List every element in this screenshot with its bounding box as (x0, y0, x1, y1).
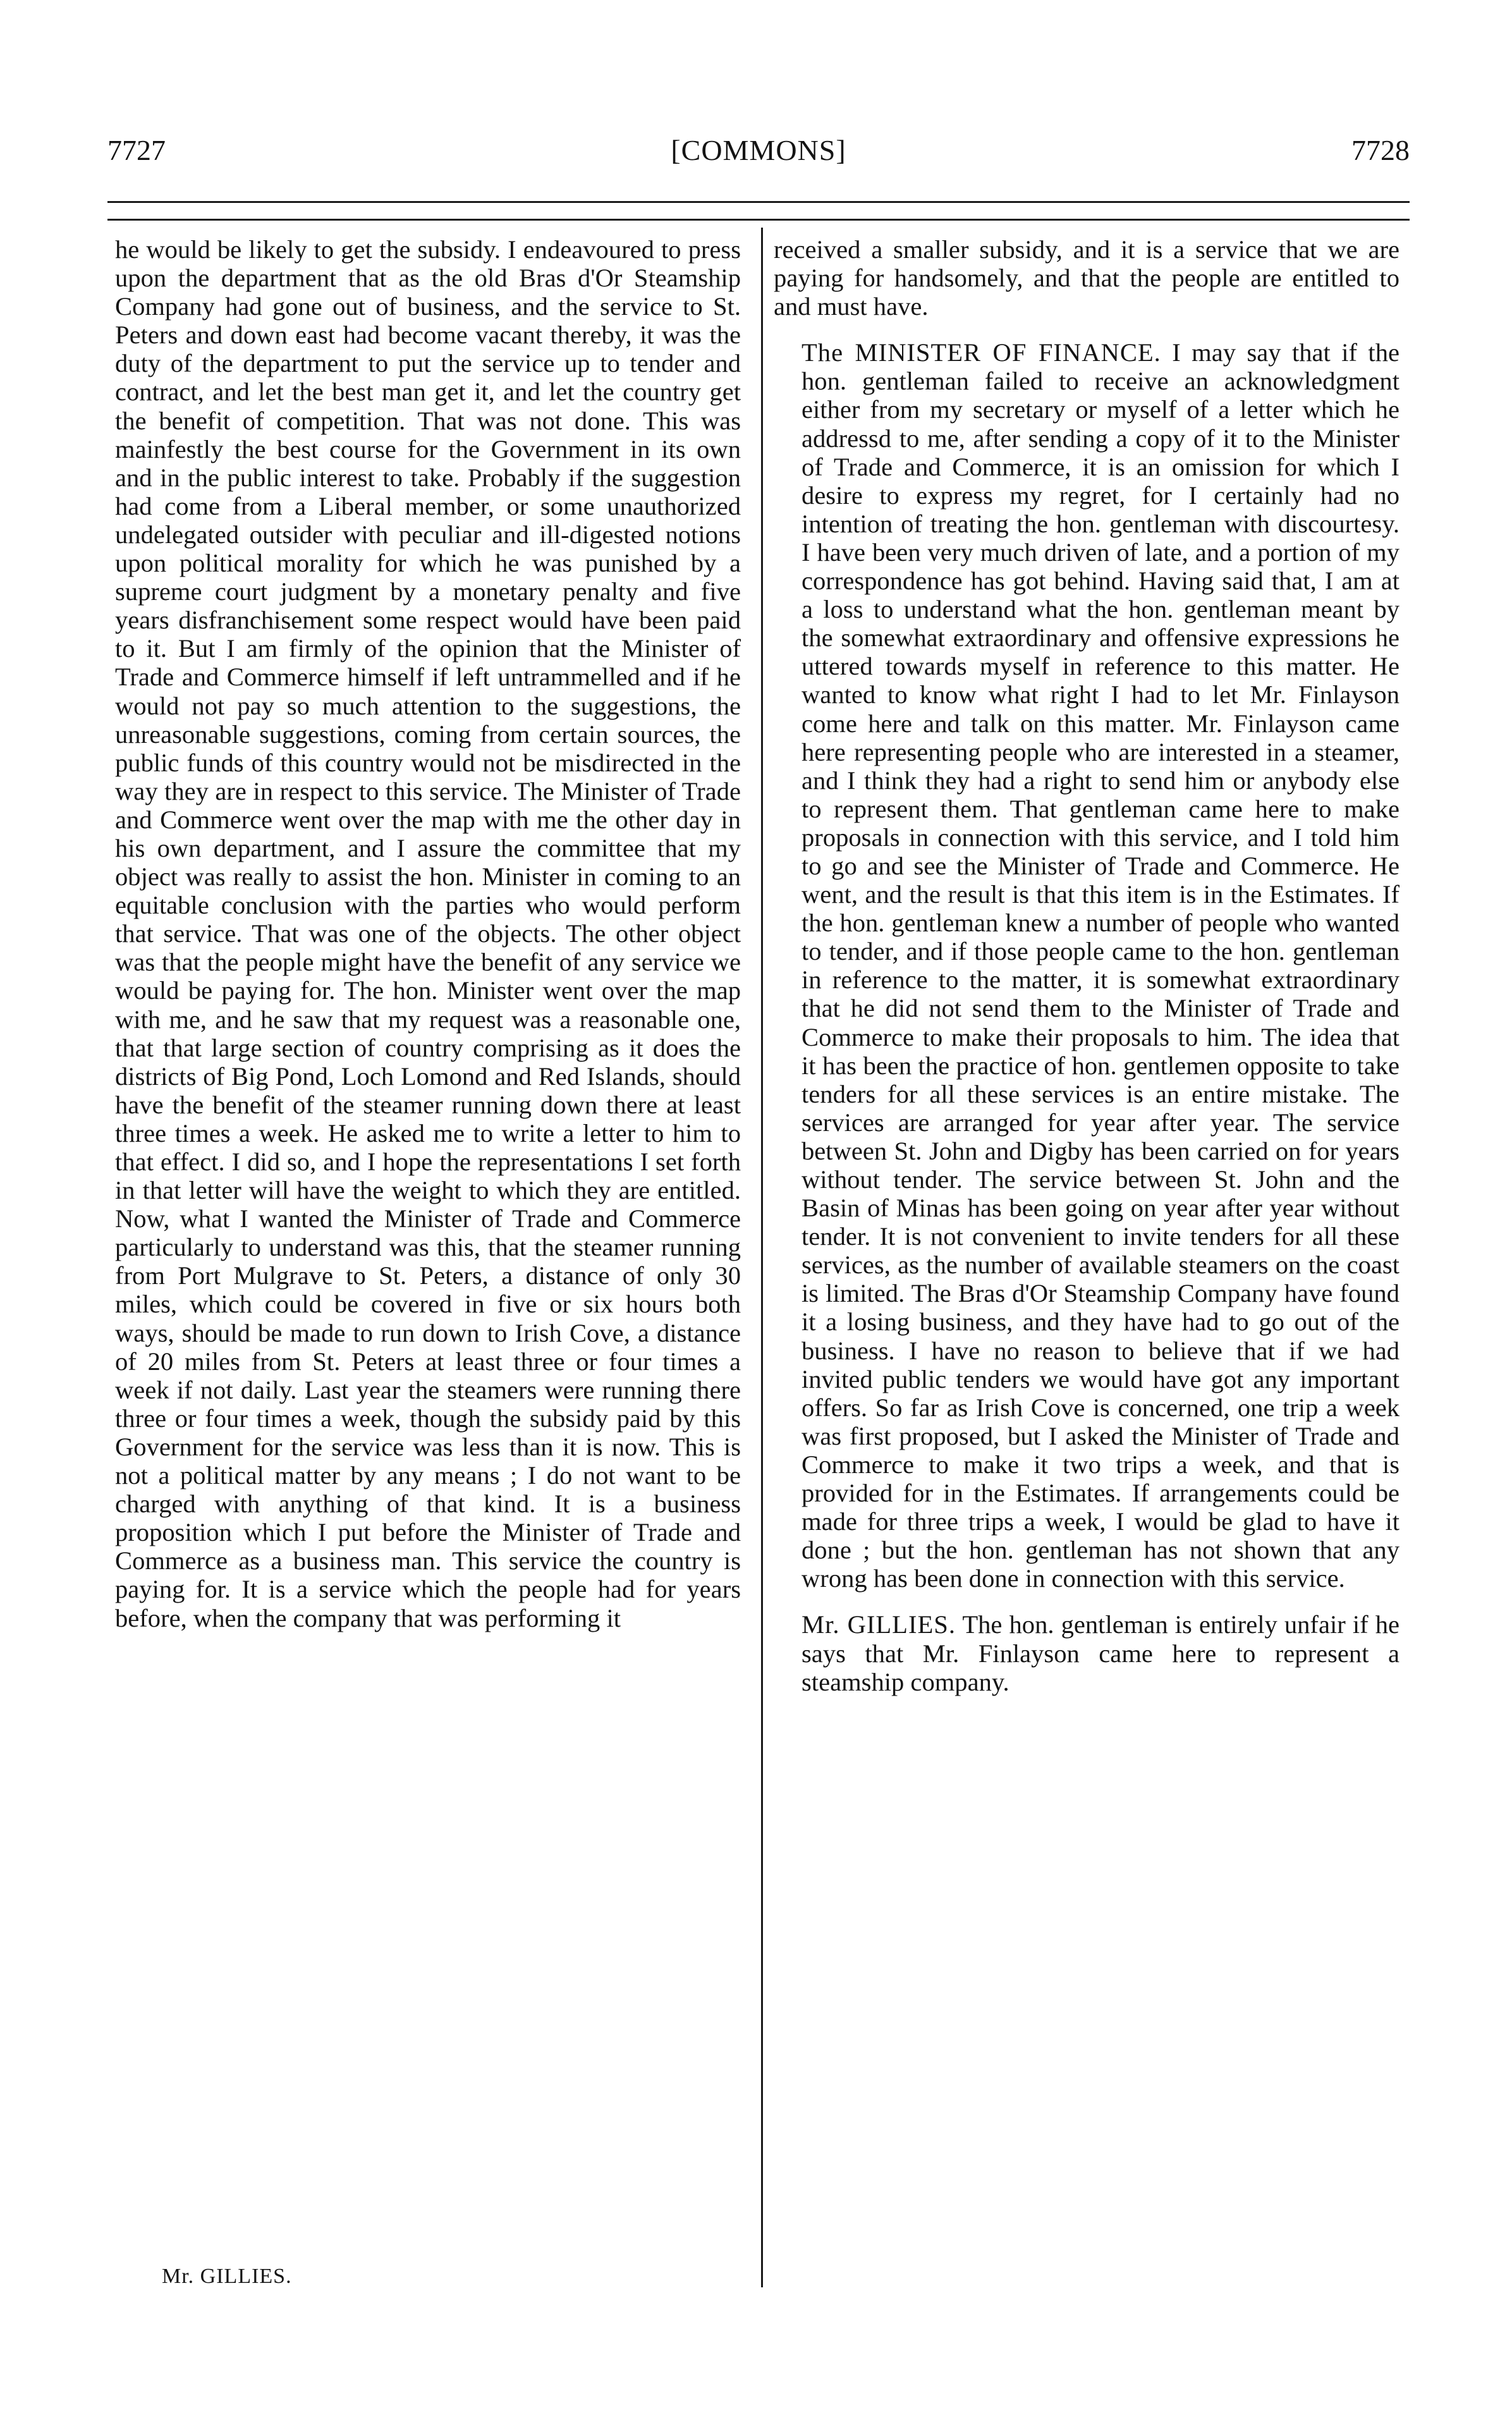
page-number-left: 7727 (107, 134, 166, 166)
left-paragraph: he would be likely to get the subsidy. I endeavoured to press upon the department that as the old Bras d'Or Steamship Company had gone out of business, and the service to St. Peters and down east had become vacant thereby, it was the duty of the department to put the service up to tender and contract, and let the best man get it, and let the country get the benefit of competition. That was not done. This was mainfestly the best course for the Government in its own and in the public interest to take. Probably if the suggestion had come from a Liberal member, or some unauthorized undelegated outsider with peculiar and ill-digested notions upon political morality for which he was punished by a supreme court judgment by a monetary penalty and five years disfranchisement some respect would have been paid to it. But I am firmly of the opinion that the Minister of Trade and Commerce himself if left untrammelled and if he would not pay so much attention to the suggestions, the unreasonable suggestions, coming from certain sources, the public funds of this country would not be misdirected in the way they are in respect to this service. The Minister of Trade and Commerce went over the map with me the other day in his own department, and I assure the committee that my object was really to assist the hon. Minister in coming to an equitable conclusion with the parties who would perform that service. That was one of the objects. The other object was that the people might have the benefit of any service we would be paying for. The hon. Minister went over the map with me, and he saw that my request was a reasonable one, that that large section of country comprising as it does the districts of Big Pond, Loch Lomond and Red Islands, should have the benefit of the steamer running down there at least three times a week. He asked me to write a letter to him to that effect. I did so, and I hope the representations I set forth in that letter will have the weight to which they are entitled. Now, what I wanted the Minister of Trade and Commerce particularly to understand was this, that the steamer running from Port Mulgrave to St. Peters, a distance of only 30 miles, which could be covered in five or six hours both ways, should be made to run down to Irish Cove, a distance of 20 miles from St. Peters at least three or four times a week if not daily. Last year the steamers were running there three or four times a week, though the subsidy paid by this Government for the service was less than it is now. This is not a political matter by any means ; I do not want to be charged with anything of that kind. It is a business proposition which I put before the Minister of Trade and Commerce as a business man. This service the country is paying for. It is a service which the people had for years before, when the company that was performing it (115, 235, 741, 1632)
section-title: [COMMONS] (671, 134, 846, 166)
speech-mr-gillies (774, 1610, 1399, 1696)
speaker-name: The MINISTER OF FINANCE. (802, 338, 1161, 367)
speech-text: The hon. gentleman is entirely unfair if he says that Mr. Finlayson came here to represent a steamship company. (802, 1610, 1399, 1696)
left-column (115, 235, 741, 1632)
speaker-name: Mr. GILLIES. (802, 1610, 956, 1639)
speech-text: I may say that if the hon. gentleman failed to receive an acknowledgment either from my secretary or myself of a letter which he addressd to me, after sending a copy of it to the Minister of Trade and Commerce, it is an omission for which I desire to express my regret, for I certainly had no intention of treating the hon. gentleman with discourtesy. I have been very much driven of late, and a portion of my correspondence has got behind. Having said that, I am at a loss to understand what the hon. gentleman meant by the somewhat extraordinary and offensive expressions he uttered towards myself in reference to this matter. He wanted to know what right I had to let Mr. Finlayson come here and talk on this matter. Mr. Finlayson came here representing people who are interested in a steamer, and I think they had a right to send him or anybody else to represent them. That gentleman came here to make proposals in connection with this service, and I told him to go and see the Minister of Trade and Commerce. He went, and the result is that this item is in the Estimates. If the hon. gentleman knew a number of people who wanted to tender, and if those people came to the hon. gentleman in reference to the matter, it is somewhat extraordinary that he did not send them to the Minister of Trade and Commerce to make their proposals to him. The idea that it has been the practice of hon. gentlemen opposite to take tenders for all these services is an entire mistake. The services are arranged for year after year. The service between St. John and Digby has been carried on for years without tender. The service between St. John and the Basin of Minas has been going on year after year without tender. It is not convenient to invite tenders for all these services, as the number of available steamers on the coast is limited. The Bras d'Or Steamship Company have found it a losing business, and they have had to go out of the business. I have no reason to believe that if we had invited public tenders we would have got any important offers. So far as Irish Cove is concerned, one trip a week was first proposed, but I asked the Minister of Trade and Commerce to make it two trips a week, and that is provided for in the Estimates. If arrangements could be made for three trips a week, I would be glad to have it done ; but the hon. gentleman has not shown that any wrong has been done in connection with this service. (802, 338, 1400, 1593)
footer-speaker-name: Mr. GILLIES. (162, 2265, 292, 2288)
right-paragraph-continuation: received a smaller subsidy, and it is a service that we are paying for handsomely, and that the people are entitled to and must have. (774, 235, 1399, 321)
page-header (107, 131, 1410, 169)
header-rule-top (107, 201, 1410, 203)
right-column (774, 235, 1399, 1696)
header-rule-bottom (107, 219, 1410, 221)
column-divider (761, 228, 763, 2287)
page-number-right: 7728 (1351, 134, 1410, 166)
speech-minister-of-finance (774, 338, 1399, 1593)
